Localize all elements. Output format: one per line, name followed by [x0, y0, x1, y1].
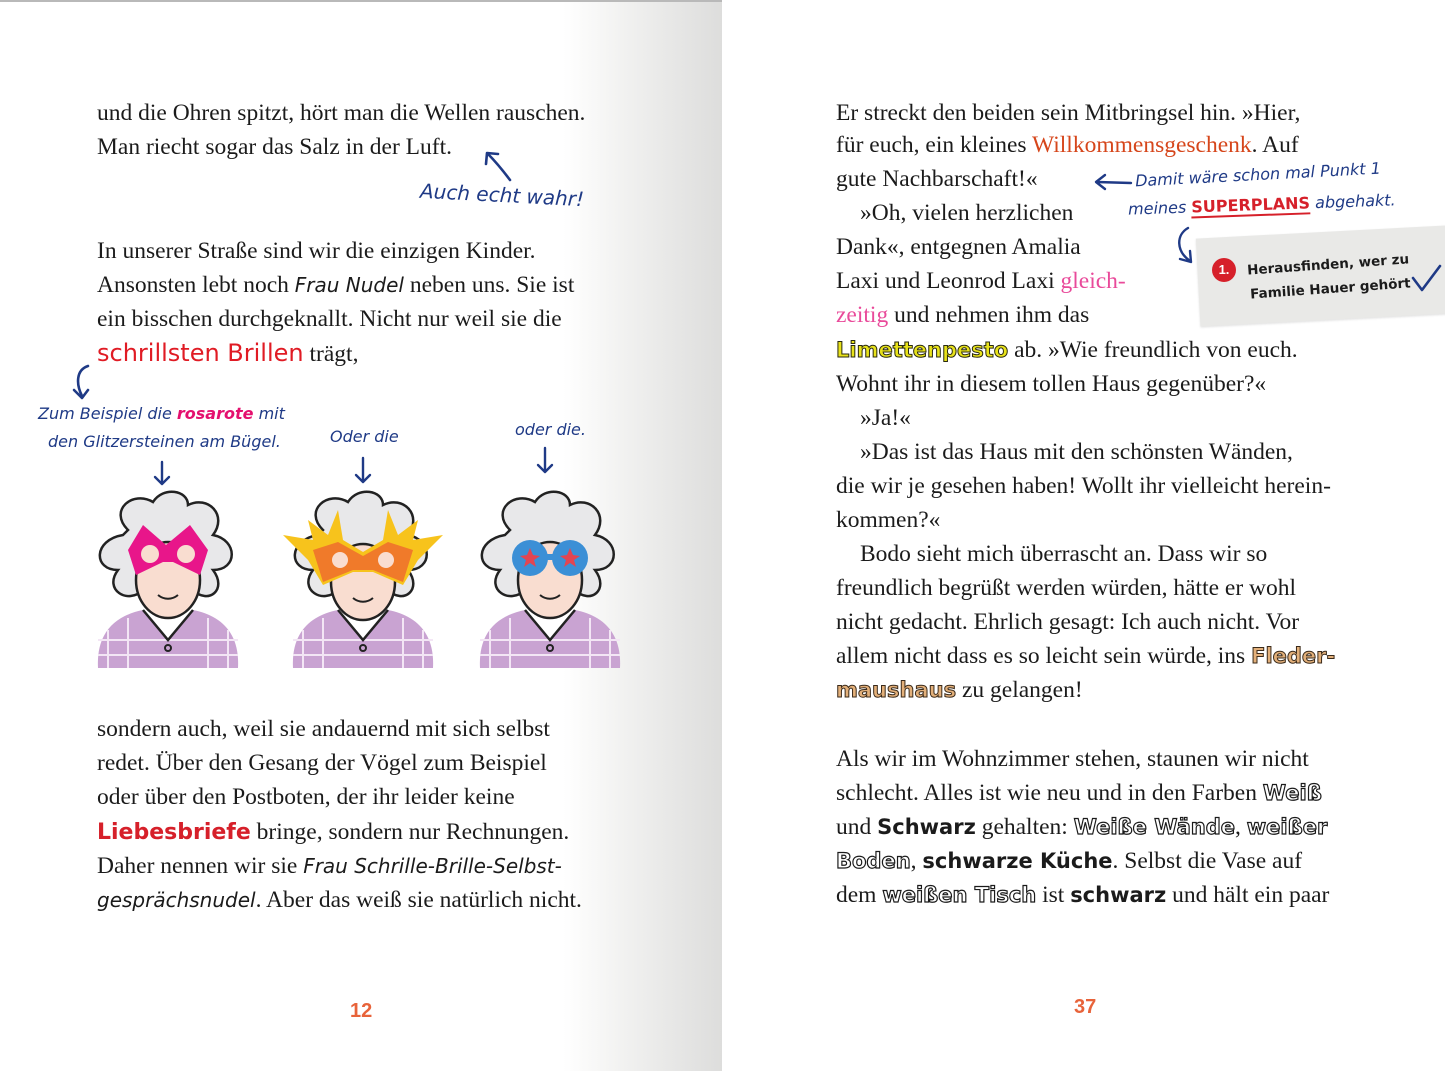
text-span: , [910, 848, 917, 874]
highlight-superplans: SUPERPLANS [1191, 193, 1311, 217]
arrow-curved-down-icon [70, 362, 94, 402]
text-line: »Oh, vielen herzlichen [860, 200, 1074, 226]
text-line: gute Nachbarschaft!« [836, 166, 1038, 192]
text-line [836, 298, 1089, 332]
note-line: Herausfinden, wer zu [1246, 251, 1410, 279]
highlight-fledermaushaus: Fleder- [1251, 644, 1336, 668]
page-number-left: 12 [350, 1000, 373, 1022]
text-span: . Aber das weiß sie natürlich nicht. [255, 887, 582, 913]
highlight-liebesbriefe: Liebesbriefe [97, 820, 251, 845]
highlight-schrillsten-brillen: schrillsten Brillen [97, 339, 304, 367]
text-span: . Selbst die Vase auf [1112, 848, 1303, 874]
text-line [836, 333, 1298, 367]
text-line: Man riecht sogar das Salz in der Luft. [97, 134, 453, 160]
text-line [97, 849, 562, 883]
text-span: , [1235, 814, 1241, 840]
text-span: meines [1127, 197, 1187, 219]
arrow-down-icon [353, 456, 373, 486]
text-span: und [836, 814, 872, 840]
caption-rosarote [38, 404, 285, 423]
text-line: Als wir im Wohnzimmer stehen, staunen wir nicht [836, 746, 1309, 772]
text-line [836, 776, 1322, 810]
text-line [836, 878, 1329, 912]
text-line [836, 844, 1302, 878]
text-line [836, 810, 1327, 844]
text-span: Zum Beispiel die [38, 404, 172, 423]
text-span: Daher nennen wir sie [97, 853, 298, 879]
text-span: Laxi und Leonrod Laxi [836, 268, 1055, 294]
text-span: zu gelangen! [961, 677, 1083, 703]
page-number-right: 37 [1074, 996, 1097, 1018]
text-line: »Ja!« [860, 405, 911, 431]
text-line: Wohnt ihr in diesem tollen Haus gegenüber?« [836, 371, 1267, 397]
caption-oder-die: Oder die [330, 427, 399, 446]
text-line: oder über den Postboten, der ihr leider keine [97, 784, 515, 810]
text-line [97, 268, 574, 302]
highlight-fledermaushaus-2: maushaus [836, 678, 957, 702]
text-line: Bodo sieht mich überrascht an. Dass wir so [860, 541, 1268, 567]
text-span: ist [1042, 882, 1065, 908]
highlight-gleichzeitig-2: zeitig [836, 302, 889, 328]
text-span: für euch, ein kleines [836, 132, 1027, 158]
granny-orange-glasses-illustration [278, 490, 448, 670]
text-line: redet. Über den Gesang der Vögel zum Beispiel [97, 750, 547, 776]
text-line: Er streckt den beiden sein Mitbringsel hin. »Hier, [836, 100, 1301, 126]
text-line: In unserer Straße sind wir die einzigen Kinder. [97, 238, 536, 264]
note-line: Familie Hauer gehört [1249, 275, 1412, 303]
text-line [836, 639, 1335, 673]
text-span: bringe, sondern nur Rechnungen. [256, 819, 570, 845]
granny-pink-glasses-illustration [88, 490, 248, 670]
text-line: nicht gedacht. Ehrlich gesagt: Ich auch nicht. Vor [836, 609, 1300, 635]
highlight-limettenpesto: Limettenpesto [836, 338, 1009, 362]
text-line: »Das ist das Haus mit den schönsten Wänden, [860, 439, 1293, 465]
highlight-boden: Boden [836, 849, 911, 873]
number-badge: 1. [1212, 258, 1236, 282]
text-line [97, 336, 358, 371]
text-span: und nehmen ihm das [894, 302, 1090, 328]
text-line [97, 815, 569, 850]
highlight-schwarze-kueche: schwarze Küche [922, 849, 1113, 873]
checkmark-icon [1410, 262, 1442, 294]
highlight-weissen-tisch: weißen Tisch [882, 883, 1037, 907]
annotation-punkt-1: Damit wäre schon mal Punkt 1 [1134, 158, 1382, 191]
text-line: kommen?« [836, 507, 941, 533]
caption-oder-die-2: oder die. [515, 420, 586, 439]
arrow-down-icon [152, 460, 172, 488]
text-span: Ansonsten lebt noch [97, 272, 289, 298]
highlight-weisser: weißer [1246, 815, 1328, 839]
highlight-weisse-waende: Weiße Wände [1073, 815, 1236, 839]
annotation-auch-echt-wahr: Auch echt wahr! [419, 178, 585, 212]
text-span: gehalten: [981, 814, 1068, 840]
highlight-weiss: Weiß [1262, 781, 1322, 805]
highlight-schwarz-2: schwarz [1070, 883, 1167, 907]
caption-rosarote-line2: den Glitzersteinen am Bügel. [48, 432, 281, 451]
text-line: und die Ohren spitzt, hört man die Wellen rauschen. [97, 100, 586, 126]
text-span: dem [836, 882, 877, 908]
text-span: ab. »Wie freundlich von euch. [1014, 337, 1298, 363]
highlight-schwarz: Schwarz [877, 815, 976, 839]
text-span: mit [258, 404, 285, 423]
text-line [836, 264, 1126, 298]
name-continued: gesprächsnudel [97, 888, 256, 912]
text-line: freundlich begrüßt werden würden, hätte er wohl [836, 575, 1297, 601]
page-top-edge [0, 0, 757, 2]
text-line [836, 673, 1083, 707]
name-frau-nudel: Frau Nudel [294, 273, 404, 297]
text-line [97, 883, 582, 917]
text-line [836, 128, 1299, 162]
left-page [0, 0, 722, 1071]
arrow-down-icon [535, 446, 555, 476]
highlight-rosarote: rosarote [176, 404, 254, 423]
text-span: neben uns. Sie ist [409, 272, 575, 298]
arrow-left-icon [1093, 172, 1133, 192]
granny-blue-glasses-illustration [470, 490, 630, 670]
text-span: schlecht. Alles ist wie neu und in den Farben [836, 780, 1257, 806]
text-span: allem nicht dass es so leicht sein würde, ins [836, 643, 1246, 669]
highlight-gleichzeitig: gleich- [1060, 268, 1126, 294]
text-line: sondern auch, weil sie andauernd mit sich selbst [97, 716, 550, 742]
text-line: Dank«, entgegnen Amalia [836, 234, 1081, 260]
text-line: die wir je gesehen haben! Wollt ihr vielleicht herein- [836, 473, 1331, 499]
highlight-willkommensgeschenk: Willkommensgeschenk [1032, 132, 1252, 158]
text-span: abgehakt. [1314, 190, 1396, 213]
text-span: . Auf [1251, 132, 1299, 158]
name-frau-schrille-brille: Frau Schrille-Brille-Selbst- [303, 854, 562, 878]
text-span: und hält ein paar [1172, 882, 1330, 908]
text-span: trägt, [309, 341, 359, 367]
text-line: ein bisschen durchgeknallt. Nicht nur weil sie die [97, 306, 562, 332]
